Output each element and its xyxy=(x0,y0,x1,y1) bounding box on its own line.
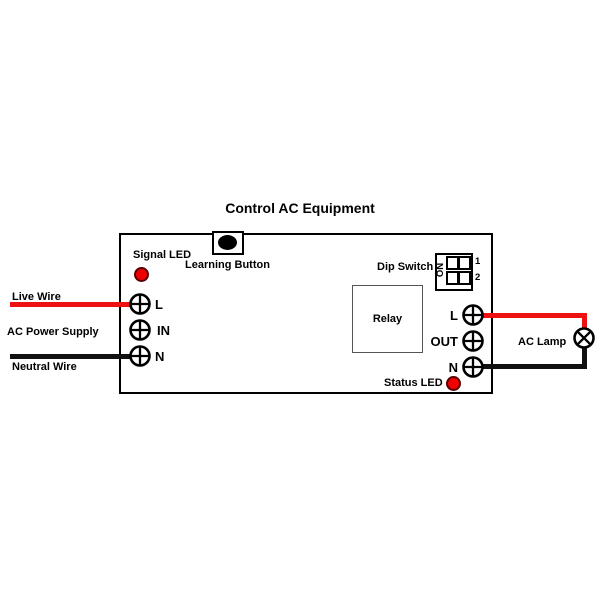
learning-button-icon xyxy=(218,235,237,250)
terminal-n-output-label: N xyxy=(448,360,458,375)
learning-button-label: Learning Button xyxy=(185,259,270,271)
terminal-l-input-icon xyxy=(127,291,153,317)
terminal-in-label: IN xyxy=(157,323,170,338)
diagram-title: Control AC Equipment xyxy=(225,200,375,216)
dip-switch-1-right-position xyxy=(458,256,471,270)
terminal-n-input-icon xyxy=(127,343,153,369)
relay-label: Relay xyxy=(372,313,403,325)
dip-switch-position-1-label: 1 xyxy=(475,256,481,267)
terminal-l-input-label: L xyxy=(155,297,163,312)
terminal-out-label: OUT xyxy=(430,334,458,349)
ac-lamp-label: AC Lamp xyxy=(518,336,567,348)
dip-switch-2-right-position xyxy=(458,271,471,285)
terminal-l-output-icon xyxy=(460,302,486,328)
signal-led-label: Signal LED xyxy=(133,249,192,261)
terminal-n-input-label: N xyxy=(155,349,165,364)
terminal-n-output-icon xyxy=(460,354,486,380)
terminal-l-output-label: L xyxy=(450,308,458,323)
dip-switch-on-label: ON xyxy=(435,262,446,278)
terminal-out-icon xyxy=(460,328,486,354)
neutral-wire-label: Neutral Wire xyxy=(12,361,77,373)
status-led-label: Status LED xyxy=(384,377,443,389)
signal-led-icon xyxy=(134,267,149,282)
neutral-wire-right-horizontal xyxy=(480,364,587,369)
lamp-icon xyxy=(571,325,597,351)
terminal-in-icon xyxy=(127,317,153,343)
power-supply-label: AC Power Supply xyxy=(7,326,99,338)
dip-switch-position-2-label: 2 xyxy=(475,272,481,283)
status-led-icon xyxy=(446,376,461,391)
neutral-wire-left xyxy=(10,354,132,359)
dip-switch-label: Dip Switch xyxy=(377,261,434,273)
live-wire-label: Live Wire xyxy=(12,291,61,303)
learning-button xyxy=(212,231,244,255)
live-wire-right-horizontal xyxy=(480,313,587,318)
